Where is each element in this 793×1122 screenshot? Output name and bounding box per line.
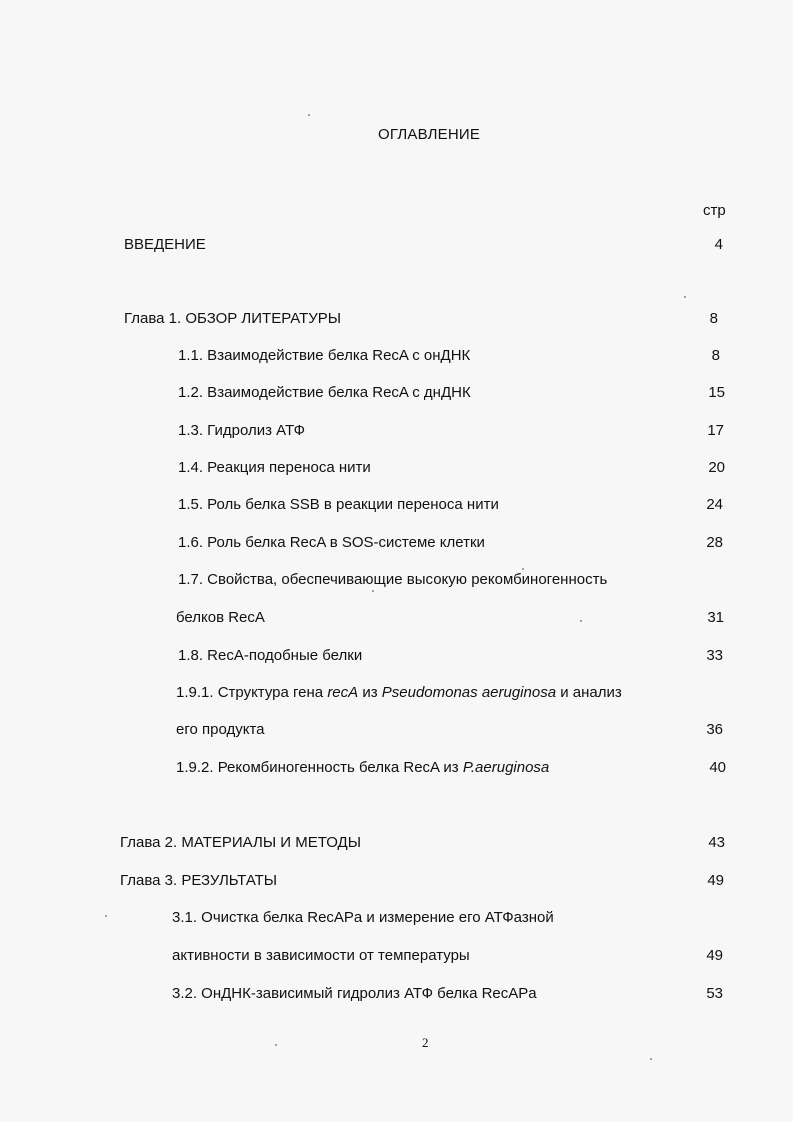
toc-page-intro: 4	[714, 236, 723, 253]
toc-page-1-8: 33	[706, 647, 723, 664]
footer-page-number: 2	[422, 1035, 429, 1050]
toc-page-1-1: 8	[711, 347, 720, 364]
toc-page-3-2: 53	[706, 985, 723, 1002]
toc-entry-1-5: 1.5. Роль белка SSB в реакции переноса нити	[178, 496, 499, 513]
toc-page-1-2: 15	[708, 384, 725, 401]
page-column-label: стр	[703, 202, 726, 219]
toc-entry-intro: ВВЕДЕНИЕ	[124, 236, 206, 253]
text-segment: 1.9.1. Структура гена	[176, 684, 328, 701]
toc-entry-1-7-line1: 1.7. Свойства, обеспечивающие высокую рекомбиногенность	[178, 571, 608, 588]
toc-page-1-7: 31	[707, 609, 724, 626]
toc-entry-1-6: 1.6. Роль белка RecA в SOS-системе клетки	[178, 534, 485, 551]
toc-entry-1-7-line2: белков RecA	[176, 609, 265, 626]
toc-page-1-9-1: 36	[706, 721, 723, 738]
toc-entry-chapter-1: Глава 1. ОБЗОР ЛИТЕРАТУРЫ	[124, 310, 342, 327]
scan-speck	[105, 915, 107, 917]
scan-speck	[684, 296, 686, 298]
toc-entry-1-8: 1.8. RecA-подобные белки	[178, 647, 363, 664]
toc-page-1-3: 17	[707, 422, 724, 439]
scan-speck	[275, 1044, 277, 1046]
toc-entry-1-3: 1.3. Гидролиз АТФ	[178, 422, 306, 439]
text-segment: и анализ	[556, 684, 622, 701]
toc-entry-1-1: 1.1. Взаимодействие белка RecA с онДНК	[178, 347, 471, 364]
toc-entry-1-4: 1.4. Реакция переноса нити	[178, 459, 371, 476]
toc-entry-chapter-3: Глава 3. РЕЗУЛЬТАТЫ	[120, 872, 278, 889]
toc-title: ОГЛАВЛЕНИЕ	[378, 126, 481, 143]
toc-entry-1-2: 1.2. Взаимодействие белка RecA с днДНК	[178, 384, 471, 401]
scan-speck	[372, 590, 374, 592]
text-segment: из	[358, 684, 382, 701]
toc-page-chapter-3: 49	[707, 872, 724, 889]
toc-page-1-9-2: 40	[709, 759, 726, 776]
scan-speck	[522, 568, 524, 570]
toc-page-3-1: 49	[706, 947, 723, 964]
toc-entry-3-2: 3.2. ОнДНК-зависимый гидролиз АТФ белка RecAPa	[172, 985, 537, 1002]
toc-page-chapter-1: 8	[709, 310, 718, 327]
organism-name: Pseudomonas aeruginosa	[381, 684, 557, 701]
toc-entry-1-9-1-line2: его продукта	[176, 721, 265, 738]
toc-page-1-5: 24	[706, 496, 723, 513]
toc-entry-1-9-2	[176, 759, 549, 777]
toc-entry-3-1-line2: активности в зависимости от температуры	[172, 947, 470, 964]
toc-page-chapter-2: 43	[708, 834, 725, 851]
toc-entry-3-1-line1: 3.1. Очистка белка RecAPa и измерение его АТФазной	[172, 909, 554, 926]
scan-speck	[308, 114, 310, 116]
scan-speck	[650, 1058, 652, 1060]
gene-name: recA	[327, 684, 359, 701]
toc-entry-chapter-2: Глава 2. МАТЕРИАЛЫ И МЕТОДЫ	[120, 834, 361, 851]
organism-name: P.aeruginosa	[462, 759, 550, 776]
toc-page-1-6: 28	[706, 534, 723, 551]
scan-speck	[580, 620, 582, 622]
toc-page-1-4: 20	[708, 459, 725, 476]
text-segment: 1.9.2. Рекомбиногенность белка RecA из	[176, 759, 463, 776]
toc-entry-1-9-1-line1	[176, 684, 622, 702]
